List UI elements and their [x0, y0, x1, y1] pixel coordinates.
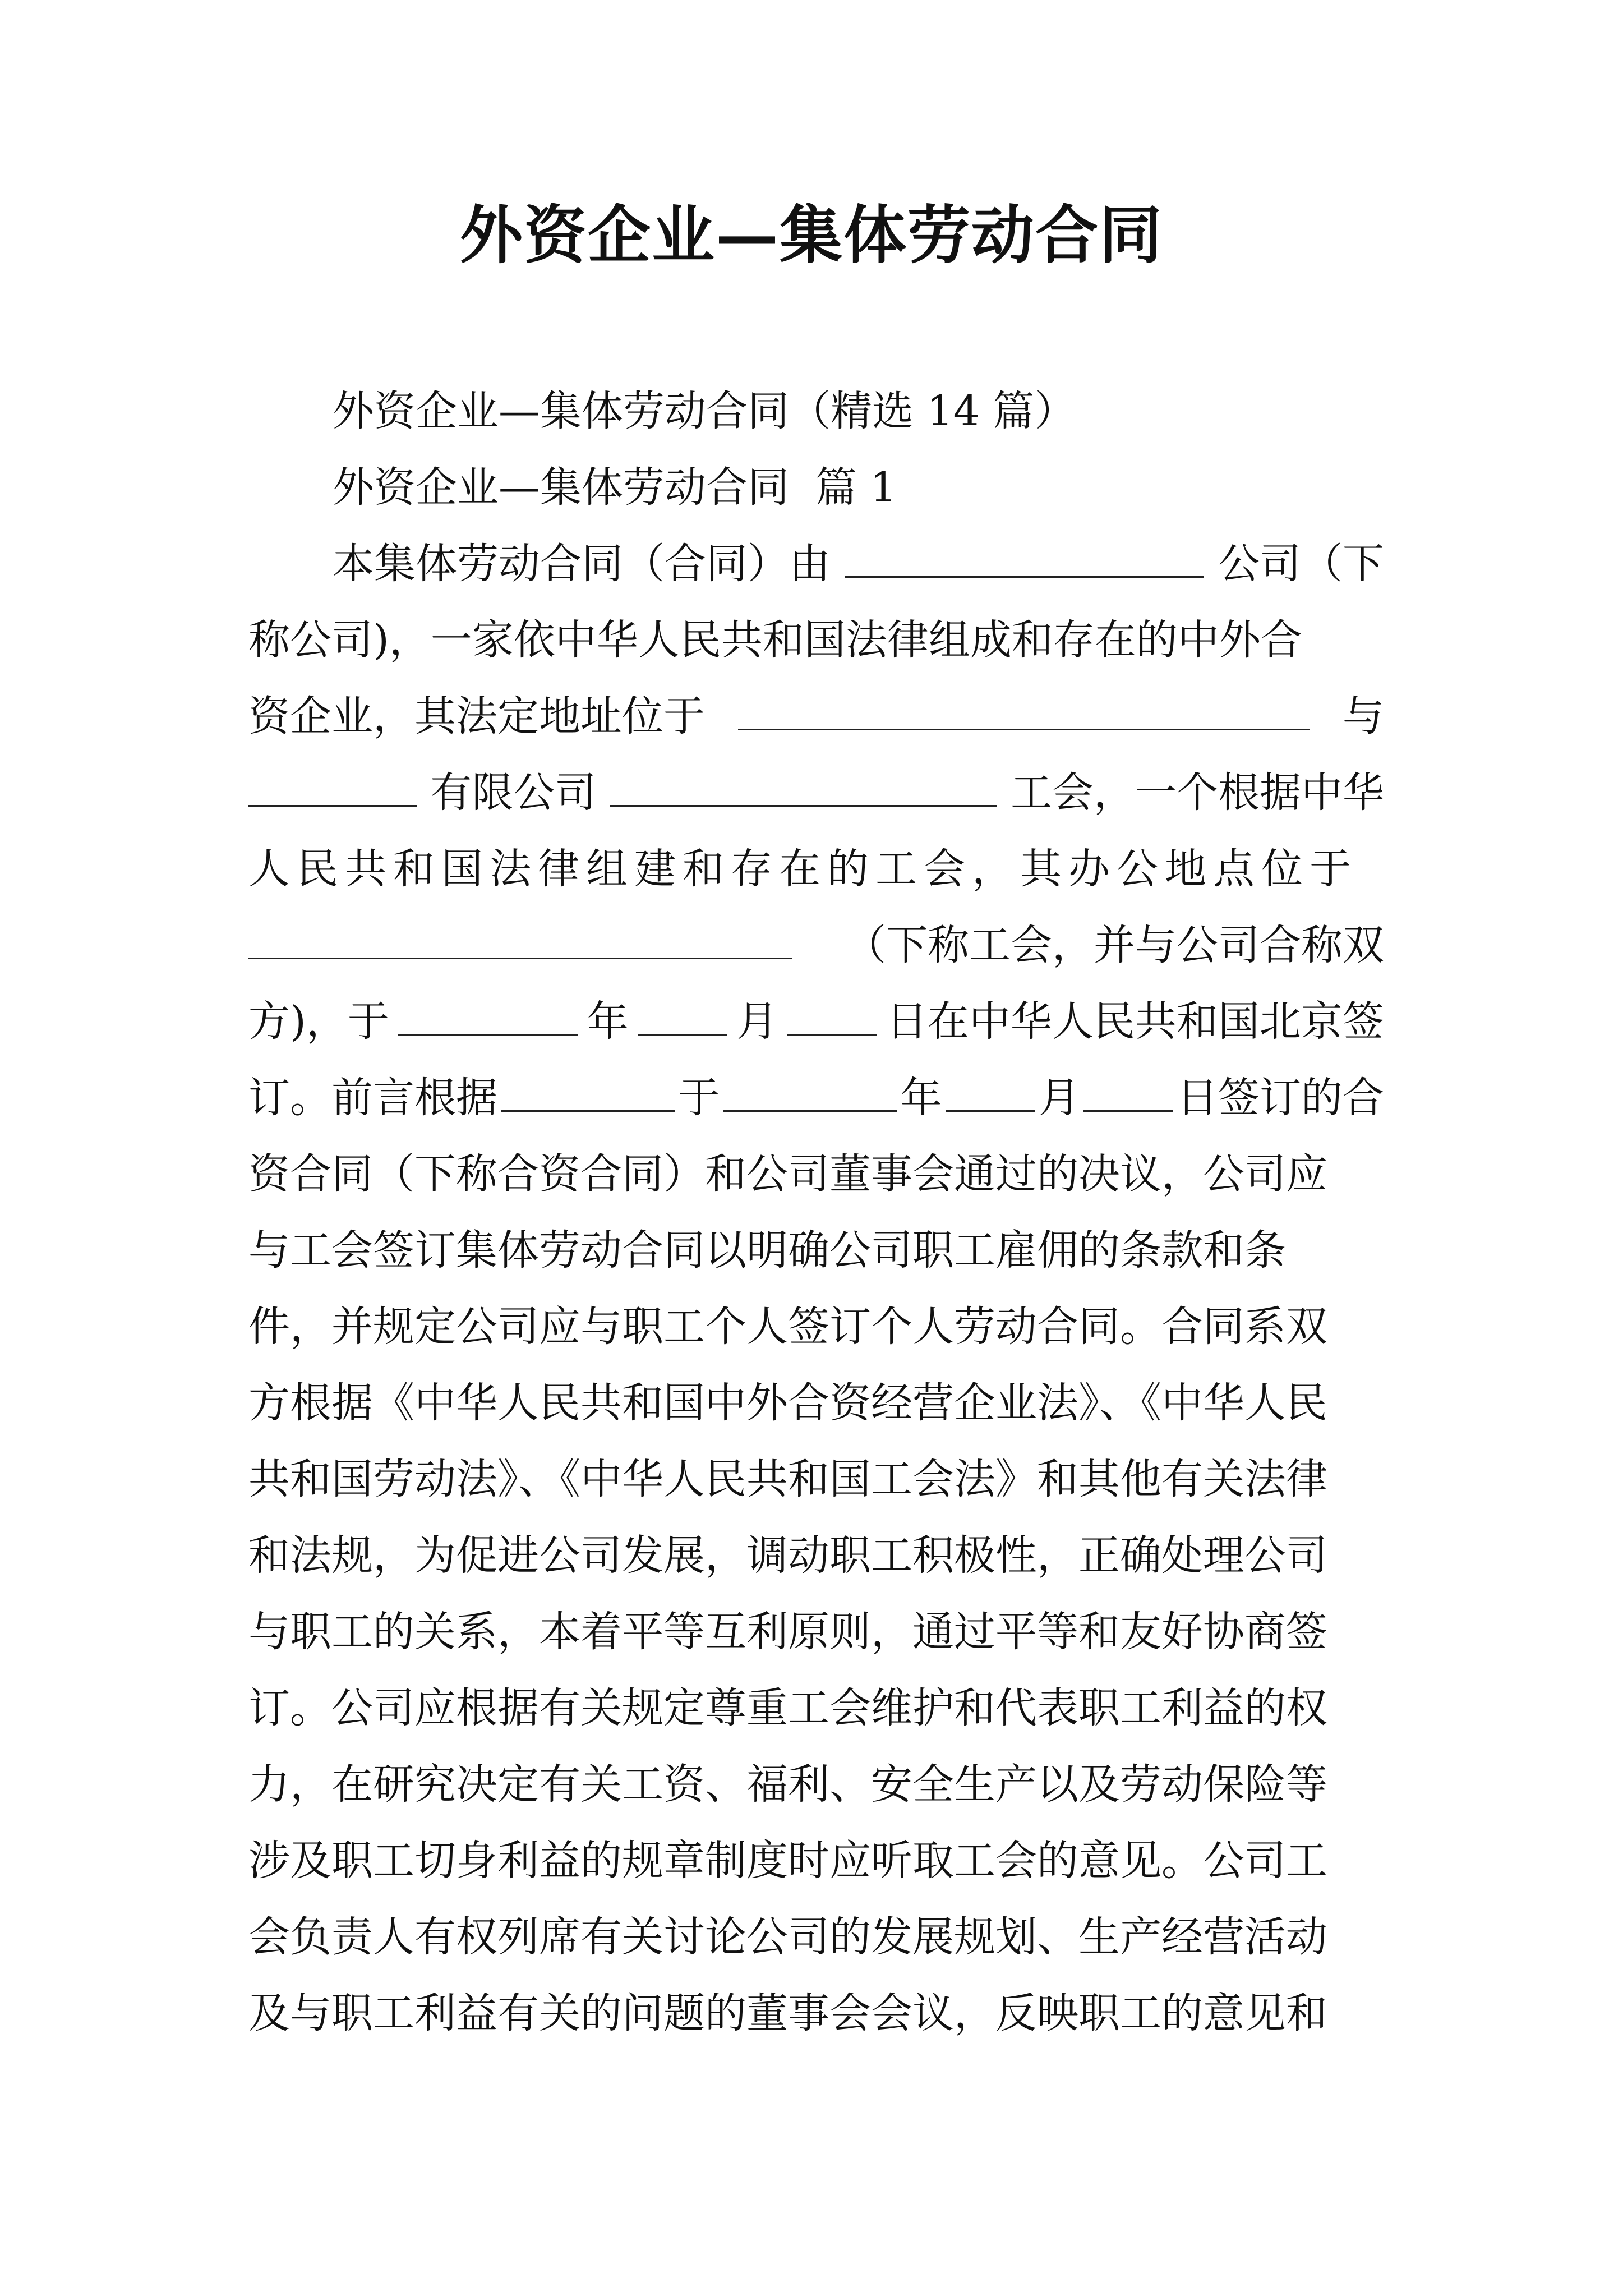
paragraph-line	[248, 1365, 1384, 1441]
text-segment: 称公司)，一家依中华人民共和国法律组成和存在的中外合	[248, 616, 1302, 664]
section-heading-line	[248, 449, 1384, 526]
paragraph-line	[248, 1670, 1384, 1746]
text-segment: 与工会签订集体劳动合同以明确公司职工雇佣的条款和条	[248, 1226, 1286, 1274]
text-segment: 日签订的合	[1177, 1074, 1384, 1122]
paragraph-line	[248, 907, 1384, 983]
fill-in-blank[interactable]	[610, 766, 997, 807]
fill-in-blank[interactable]	[248, 766, 417, 807]
paragraph-line	[248, 1060, 1384, 1136]
fill-in-blank[interactable]	[723, 1071, 897, 1112]
fill-in-blank[interactable]	[787, 995, 877, 1036]
paragraph-line	[248, 678, 1384, 754]
document-body	[248, 373, 1384, 2051]
paragraph-line	[248, 1212, 1384, 1289]
text-segment: 件，并规定公司应与职工个人签订个人劳动合同。合同系双	[248, 1303, 1327, 1351]
text-segment: 和法规，为促进公司发展，调动职工积极性，正确处理公司	[248, 1531, 1327, 1580]
fill-in-blank[interactable]	[398, 995, 578, 1036]
text-segment: 会负责人有权列席有关讨论公司的发展规划、生产经营活动	[248, 1913, 1327, 1961]
paragraph-line	[248, 1594, 1384, 1670]
paragraph-line	[248, 526, 1384, 602]
text-segment: 公司（下	[1218, 540, 1384, 588]
paragraph-line	[248, 1899, 1384, 1975]
paragraph-line	[248, 1975, 1384, 2051]
subtitle: 外资企业—集体劳动合同（精选 14 篇）	[333, 387, 1076, 435]
section-heading: 外资企业—集体劳动合同 篇 1	[333, 463, 897, 512]
text-segment: 月	[736, 997, 778, 1046]
text-segment: 于	[678, 1074, 720, 1122]
paragraph-line	[248, 602, 1384, 678]
text-segment: 资合同（下称合资合同）和公司董事会通过的决议，公司应	[248, 1150, 1327, 1198]
subtitle-line	[248, 373, 1384, 449]
text-segment: 方)，于	[248, 997, 389, 1046]
text-segment: 人民共和国法律组建和存在的工会，其办公地点位于	[248, 845, 1358, 893]
text-segment: 年	[587, 997, 629, 1046]
fill-in-blank[interactable]	[738, 689, 1310, 730]
text-segment: （下称工会，并与公司合称双	[845, 921, 1384, 969]
text-segment: 有限公司	[430, 769, 597, 817]
paragraph-line	[248, 1746, 1384, 1823]
paragraph-line	[248, 1289, 1384, 1365]
text-segment: 日在中华人民共和国北京签	[886, 997, 1384, 1046]
paragraph-line	[248, 831, 1384, 907]
text-segment: 共和国劳动法》、《中华人民共和国工会法》和其他有关法律	[248, 1455, 1327, 1503]
text-segment: 月	[1038, 1074, 1080, 1122]
paragraph-line	[248, 1517, 1384, 1594]
fill-in-blank[interactable]	[946, 1071, 1035, 1112]
text-segment: 年	[900, 1074, 942, 1122]
fill-in-blank[interactable]	[248, 918, 792, 959]
fill-in-blank[interactable]	[1083, 1071, 1173, 1112]
paragraph-line	[248, 1823, 1384, 1899]
paragraph-line	[248, 983, 1384, 1060]
text-segment: 本集体劳动合同（合同）由	[333, 540, 831, 588]
fill-in-blank[interactable]	[845, 537, 1204, 578]
text-segment: 及与职工利益有关的问题的董事会会议，反映职工的意见和	[248, 1989, 1327, 2037]
text-segment: 力，在研究决定有关工资、福利、安全生产以及劳动保险等	[248, 1760, 1327, 1809]
paragraph-line	[248, 1136, 1384, 1212]
text-segment: 订。前言根据	[248, 1074, 497, 1122]
text-segment: 方根据《中华人民共和国中外合资经营企业法》、《中华人民	[248, 1379, 1327, 1427]
text-segment: 与职工的关系，本着平等互利原则，通过平等和友好协商签	[248, 1608, 1327, 1656]
fill-in-blank[interactable]	[638, 995, 727, 1036]
text-segment: 涉及职工切身利益的规章制度时应听取工会的意见。公司工	[248, 1837, 1327, 1885]
document-title: 外资企业—集体劳动合同	[460, 199, 1163, 272]
text-segment: 订。公司应根据有关规定尊重工会维护和代表职工利益的权	[248, 1684, 1327, 1732]
fill-in-blank[interactable]	[501, 1071, 675, 1112]
paragraph-line	[248, 1441, 1384, 1517]
text-segment: 与	[1343, 692, 1384, 740]
text-segment: 资企业，其法定地址位于	[248, 692, 705, 740]
text-segment: 工会，一个根据中华	[1010, 769, 1384, 817]
paragraph-line	[248, 754, 1384, 831]
